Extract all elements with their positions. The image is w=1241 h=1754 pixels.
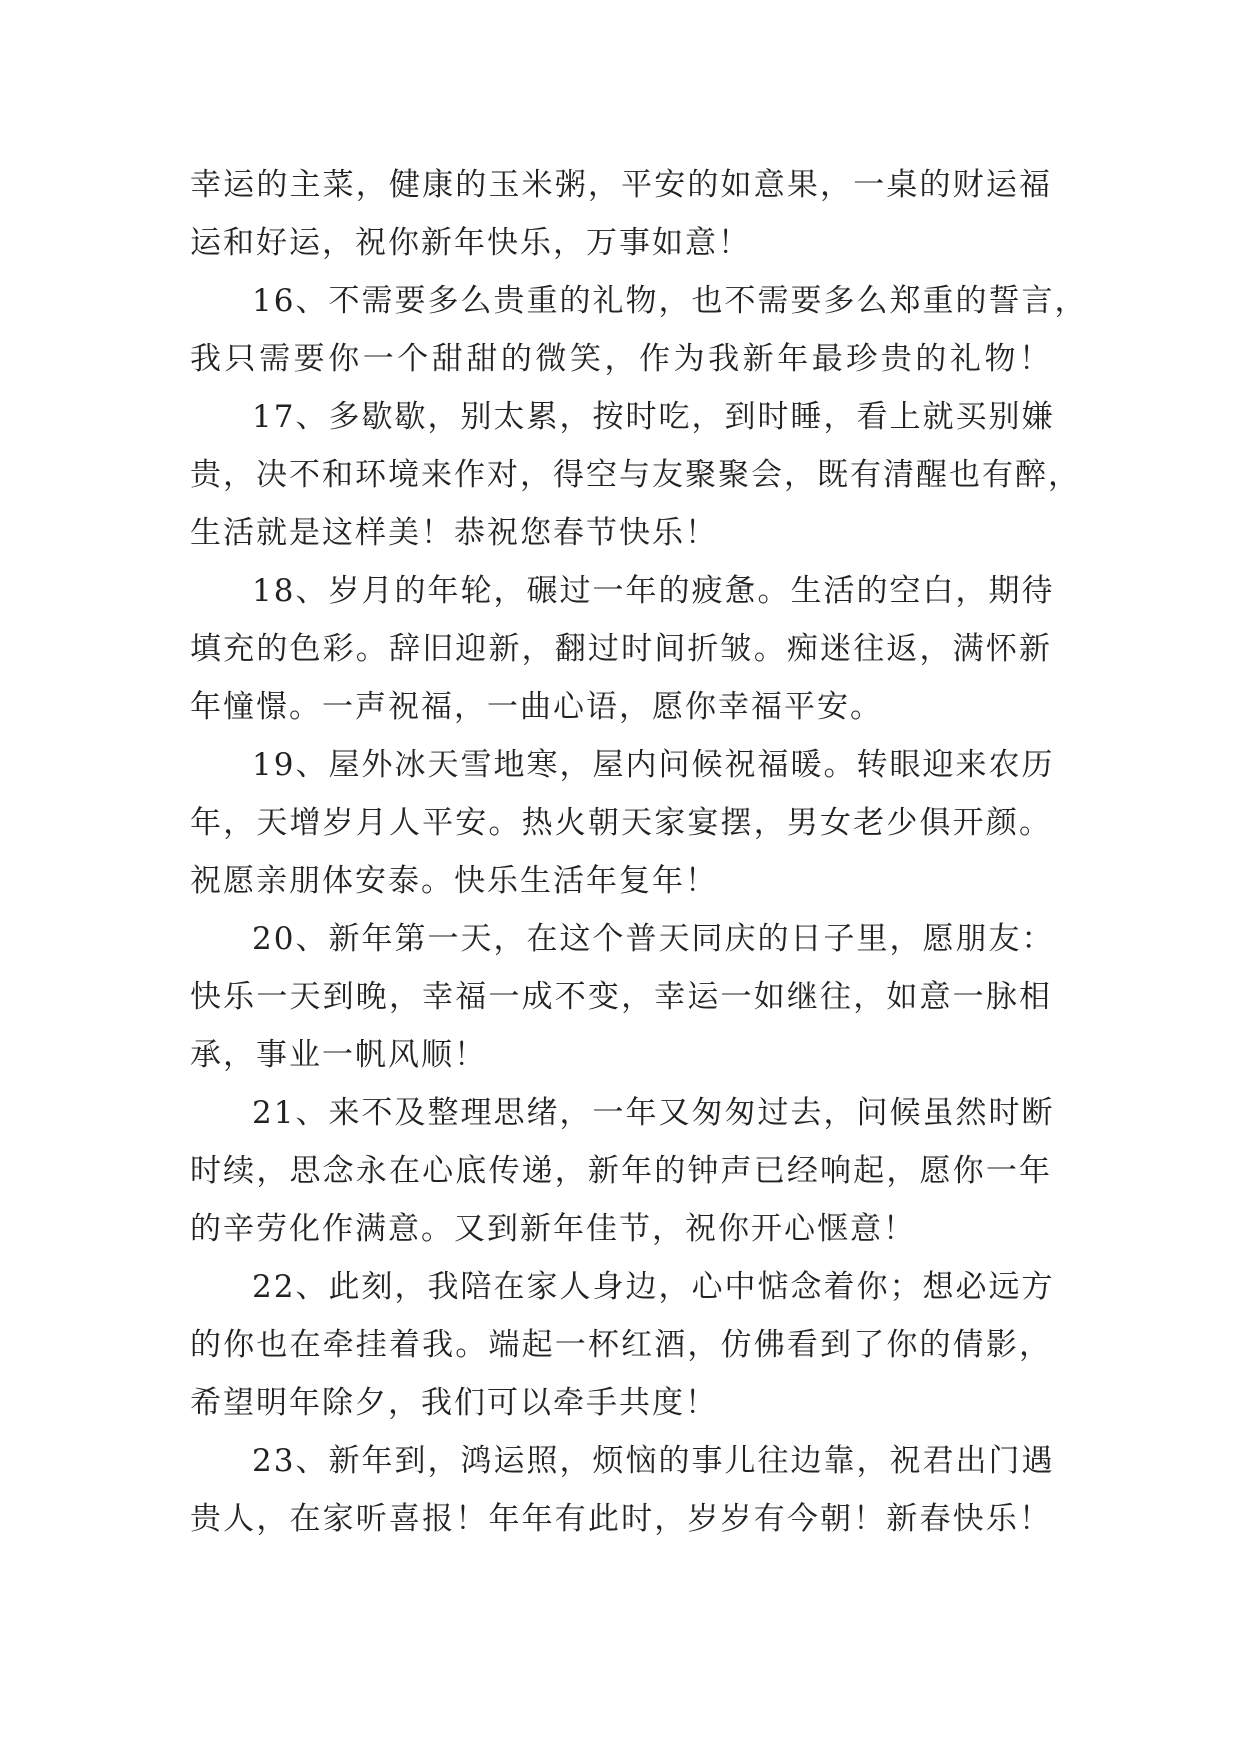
text-line: 16、不需要多么贵重的礼物，也不需要多么郑重的誓言， [252,283,1088,319]
text-line: 22、此刻，我陪在家人身边，心中惦念着你；想必远方 [252,1269,1055,1305]
text-line: 20、新年第一天，在这个普天同庆的日子里，愿朋友： [252,921,1055,957]
text-line: 时续，思念永在心底传递，新年的钟声已经响起，愿你一年 [190,1153,1052,1189]
text-line: 贵，决不和环境来作对，得空与友聚聚会，既有清醒也有醉， [190,457,1081,493]
paragraph-19 [190,736,1055,910]
text-line: 生活就是这样美！恭祝您春节快乐！ [190,515,718,551]
text-line: 年憧憬。一声祝福，一曲心语，愿你幸福平安。 [190,689,883,725]
paragraph-15-continuation [190,156,1052,272]
text-line: 21、来不及整理思绪，一年又匆匆过去，问候虽然时断 [252,1095,1055,1131]
text-line: 我只需要你一个甜甜的微笑，作为我新年最珍贵的礼物！ [190,341,1052,377]
paragraph-20 [190,910,1055,1084]
document-body [190,156,1088,1548]
text-line: 年，天增岁月人平安。热火朝天家宴摆，男女老少俱开颜。 [190,805,1052,841]
paragraph-22 [190,1258,1055,1432]
text-line: 17、多歇歇，别太累，按时吃，到时睡，看上就买别嫌 [252,399,1055,435]
text-line: 幸运的主菜，健康的玉米粥，平安的如意果，一桌的财运福 [190,167,1052,203]
text-line: 承，事业一帆风顺！ [190,1037,487,1073]
paragraph-18 [190,562,1055,736]
paragraph-16 [190,272,1088,388]
text-line: 19、屋外冰天雪地寒，屋内问候祝福暖。转眼迎来农历 [252,747,1055,783]
text-line: 的你也在牵挂着我。端起一杯红酒，仿佛看到了你的倩影， [190,1327,1052,1363]
paragraph-23 [190,1432,1055,1548]
text-line: 祝愿亲朋体安泰。快乐生活年复年！ [190,863,718,899]
text-line: 23、新年到，鸿运照，烦恼的事儿往边靠，祝君出门遇 [252,1443,1055,1479]
text-line: 希望明年除夕，我们可以牵手共度！ [190,1385,718,1421]
text-line: 18、岁月的年轮，碾过一年的疲惫。生活的空白，期待 [252,573,1055,609]
text-line: 填充的色彩。辞旧迎新，翻过时间折皱。痴迷往返，满怀新 [190,631,1052,667]
paragraph-21 [190,1084,1055,1258]
text-line: 快乐一天到晚，幸福一成不变，幸运一如继往，如意一脉相 [190,979,1052,1015]
paragraph-17 [190,388,1081,562]
text-line: 贵人，在家听喜报！年年有此时，岁岁有今朝！新春快乐！ [190,1501,1052,1537]
text-line: 运和好运，祝你新年快乐，万事如意！ [190,225,751,261]
text-line: 的辛劳化作满意。又到新年佳节，祝你开心惬意！ [190,1211,916,1247]
